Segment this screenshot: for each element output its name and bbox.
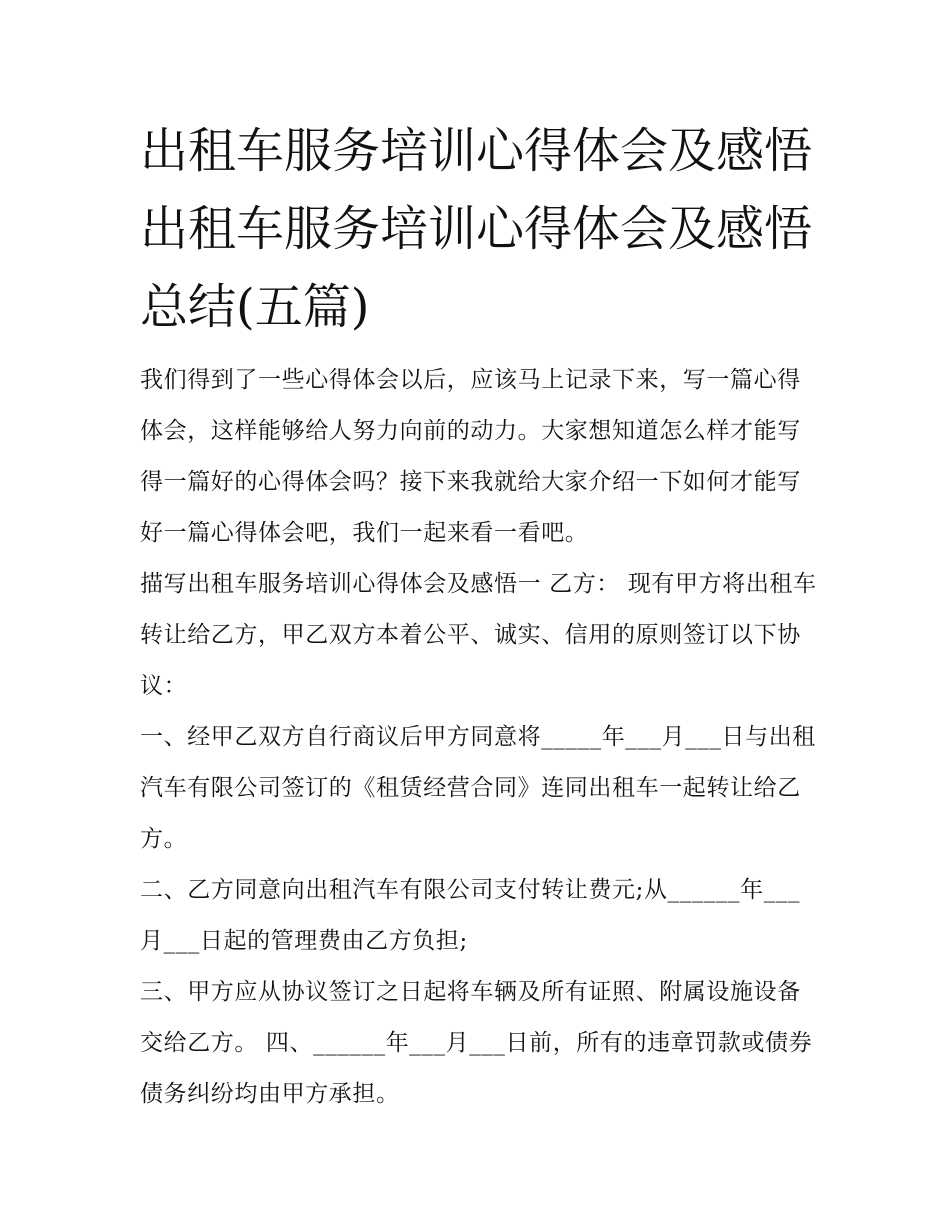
- paragraph-intro: 我们得到了一些心得体会以后，应该马上记录下来，写一篇心得体会，这样能够给人努力向前的动力。大家想知道怎么样才能写得一篇好的心得体会吗？接下来我就给大家介绍一下如何才能写好一篇心得体会吧，我们一起来看一看吧。: [140, 367, 801, 546]
- paragraph-clause-three-four: 三、甲方应从协议签订之日起将车辆及所有证照、附属设施设备交给乙方。 四、______年___月___日前，所有的违章罚款或债券债务纠纷均由甲方承担。: [140, 979, 813, 1107]
- paragraph-clause-two: 二、乙方同意向出租汽车有限公司支付转让费元;从______年___月___日起的管理费由乙方负担;: [140, 877, 801, 954]
- document-title: 出租车服务培训心得体会及感悟 出租车服务培训心得体会及感悟总结(五篇): [140, 123, 813, 335]
- paragraph-clause-one: 一、经甲乙双方自行商议后甲方同意将_____年___月___日与出租汽车有限公司签订的《租赁经营合同》连同出租车一起转让给乙方。: [140, 724, 816, 852]
- document-body: [140, 355, 820, 1120]
- paragraph-agreement-preamble: 描写出租车服务培训心得体会及感悟一 乙方： 现有甲方将出租车转让给乙方，甲乙双方本着公平、诚实、信用的原则签订以下协议：: [140, 571, 817, 699]
